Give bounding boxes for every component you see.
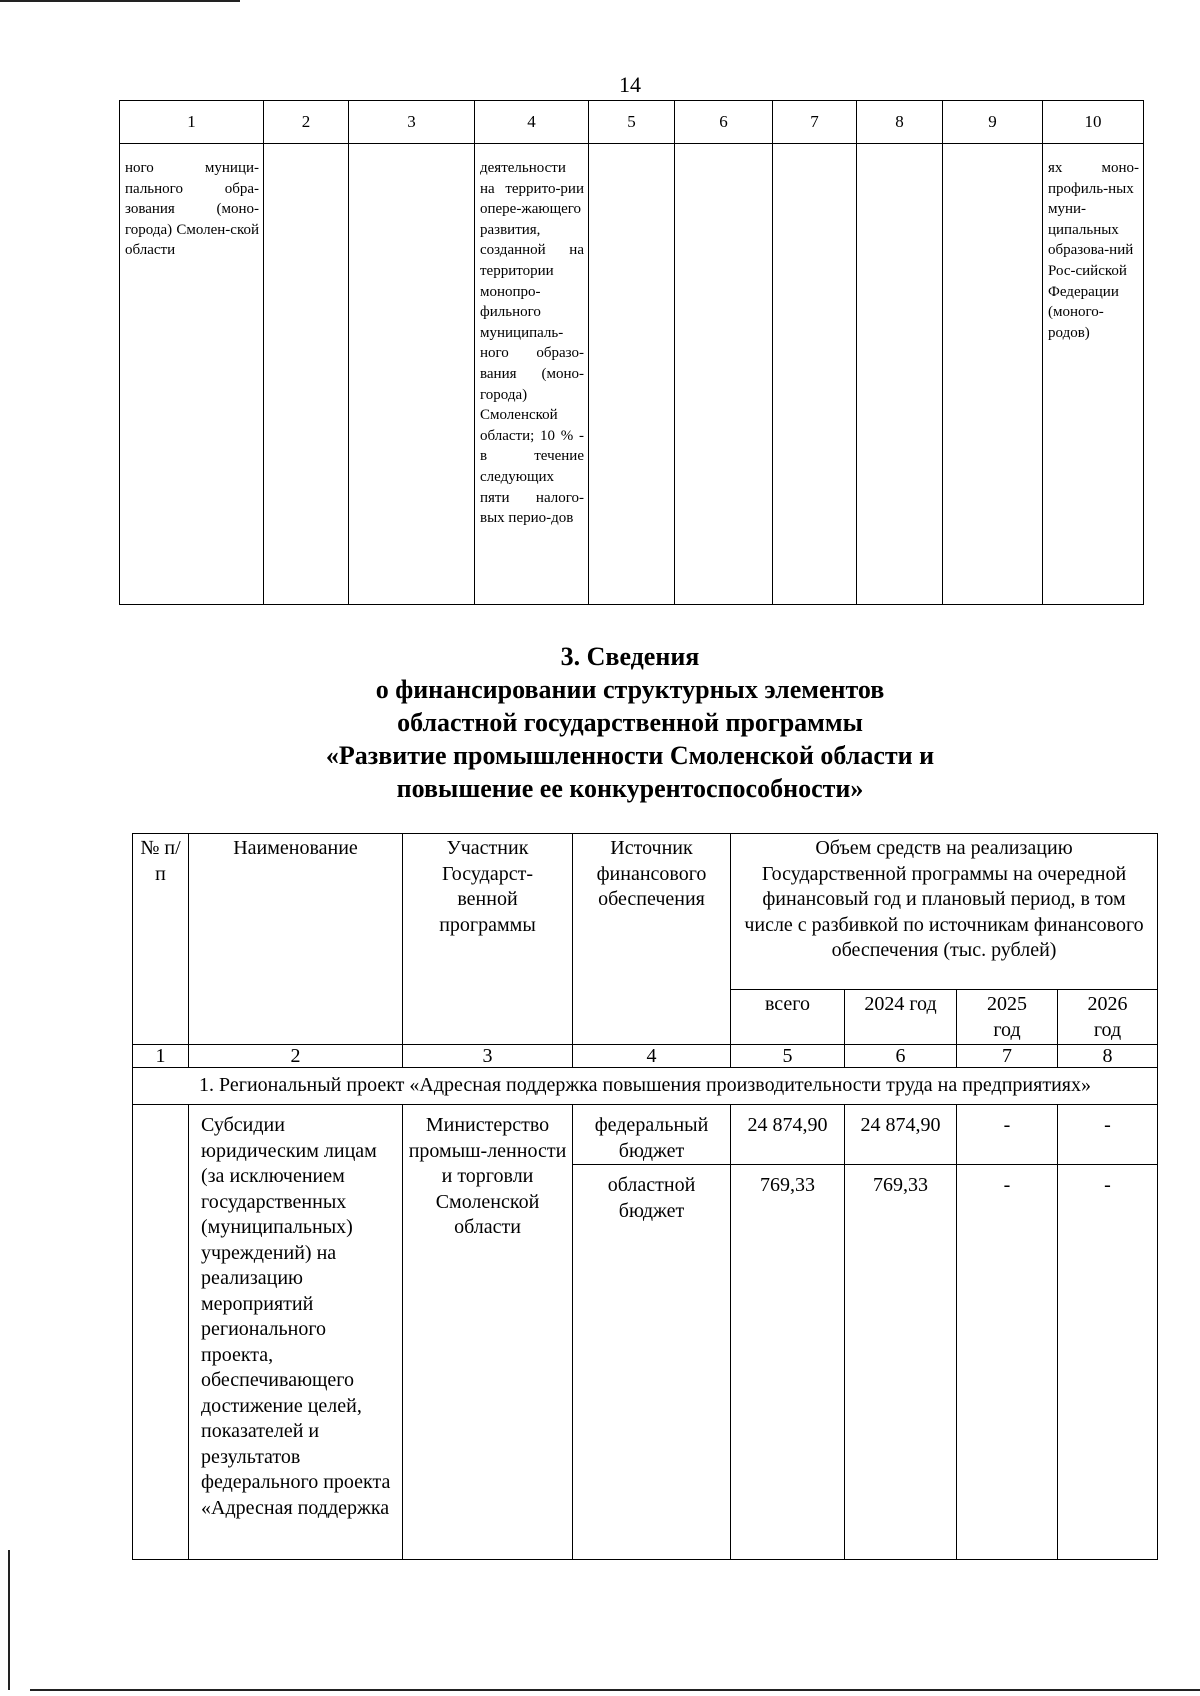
table-row: [120, 144, 1144, 605]
source-cell: областной бюджет: [573, 1165, 731, 1560]
col-number: 3: [403, 1045, 573, 1068]
scan-edge-top: [0, 0, 240, 2]
cell-text: деятельности на террито-рии опере-жающего развития, созданной на территории монопро-фильного муниципаль-ного образо-вания (моно-города) Смоленской области; 10 % - в течение следующих пяти налого-вых перио-дов: [480, 160, 584, 527]
value-2026: -: [1058, 1105, 1158, 1165]
item-participant: Министерство промыш-ленности и торговли Смоленской области: [403, 1105, 573, 1560]
section-title-line: 3. Сведения: [560, 642, 700, 671]
financing-table: [132, 833, 1158, 1560]
continuation-table: [119, 100, 1144, 605]
table-row: [133, 1105, 1158, 1165]
col-number: 8: [857, 101, 943, 144]
cell-text: [589, 144, 674, 158]
header-source: Источник финансового обеспечения: [573, 834, 731, 1045]
col-number: 1: [133, 1045, 189, 1068]
table-cell: [943, 144, 1043, 605]
col-number: 6: [845, 1045, 957, 1068]
value-2026: -: [1058, 1165, 1158, 1560]
header-2024: 2024 год: [845, 990, 957, 1045]
col-number: 4: [573, 1045, 731, 1068]
value-2025: -: [957, 1165, 1058, 1560]
table-cell: [120, 144, 264, 605]
col-number: 7: [957, 1045, 1058, 1068]
col-number: 2: [189, 1045, 403, 1068]
col-number: 10: [1043, 101, 1144, 144]
header-name: Наименование: [189, 834, 403, 1045]
value-2024: 24 874,90: [845, 1105, 957, 1165]
col-number: 3: [349, 101, 475, 144]
table-cell: [857, 144, 943, 605]
cell-text: [773, 144, 856, 158]
col-number: 9: [943, 101, 1043, 144]
item-name: Субсидии юридическим лицам (за исключением государственных (муниципальных) учреждений) на реализацию мероприятий регионального проекта, обеспечивающего достижение целей, показателей и результатов федерального проекта «Адресная поддержка: [189, 1105, 403, 1560]
col-number: 5: [731, 1045, 845, 1068]
page-number: 14: [619, 72, 641, 97]
col-number: 2: [264, 101, 349, 144]
col-number: 8: [1058, 1045, 1158, 1068]
header-volume: Объем средств на реализацию Государственной программы на очередной финансовый год и плановый период, в том числе с разбивкой по источникам финансового обеспечения (тыс. рублей): [731, 834, 1158, 990]
column-number-row: [133, 1045, 1158, 1068]
table-cell: [1043, 144, 1144, 605]
header-2025: 2025 год: [957, 990, 1058, 1045]
col-number: 1: [120, 101, 264, 144]
header-participant: Участник Государст-венной программы: [403, 834, 573, 1045]
col-number: 5: [589, 101, 675, 144]
section-title: [0, 640, 1200, 805]
table-cell: [264, 144, 349, 605]
scan-edge-bottom: [30, 1689, 1200, 1691]
table-cell: [475, 144, 589, 605]
value-2024: 769,33: [845, 1165, 957, 1560]
table-cell: [349, 144, 475, 605]
scan-edge-left: [8, 1550, 10, 1690]
item-num: [133, 1105, 189, 1560]
header-row: [133, 834, 1158, 990]
section-title-line: о финансировании структурных элементов: [375, 675, 885, 704]
cell-text: ного муници-пального обра-зования (моно-города) Смолен-ской области: [125, 160, 259, 259]
header-total: всего: [731, 990, 845, 1045]
cell-text: [264, 144, 348, 158]
header-num: № п/п: [133, 834, 189, 1045]
section-title-line: областной государственной программы: [397, 708, 863, 737]
source-cell: федеральный бюджет: [573, 1105, 731, 1165]
cell-text: [675, 144, 772, 158]
region-project-title: 1. Региональный проект «Адресная поддержка повышения производительности труда на предприятиях»: [133, 1068, 1158, 1105]
cell-text: [349, 144, 474, 158]
table-cell: [773, 144, 857, 605]
section-title-line: повышение ее конкурентоспособности»: [396, 774, 864, 803]
table-cell: [589, 144, 675, 605]
column-number-row: [120, 101, 1144, 144]
value-total: 24 874,90: [731, 1105, 845, 1165]
table-cell: [675, 144, 773, 605]
value-total: 769,33: [731, 1165, 845, 1560]
cell-text: [943, 144, 1042, 158]
section-title-line: «Развитие промышленности Смоленской области и: [325, 741, 935, 770]
col-number: 7: [773, 101, 857, 144]
col-number: 4: [475, 101, 589, 144]
cell-text: [857, 144, 942, 158]
region-project-row: [133, 1068, 1158, 1105]
header-2026: 2026 год: [1058, 990, 1158, 1045]
col-number: 6: [675, 101, 773, 144]
cell-text: ях моно-профиль-ных муни-ципальных образова-ний Рос-сийской Федерации (моного-родов): [1048, 160, 1139, 341]
value-2025: -: [957, 1105, 1058, 1165]
